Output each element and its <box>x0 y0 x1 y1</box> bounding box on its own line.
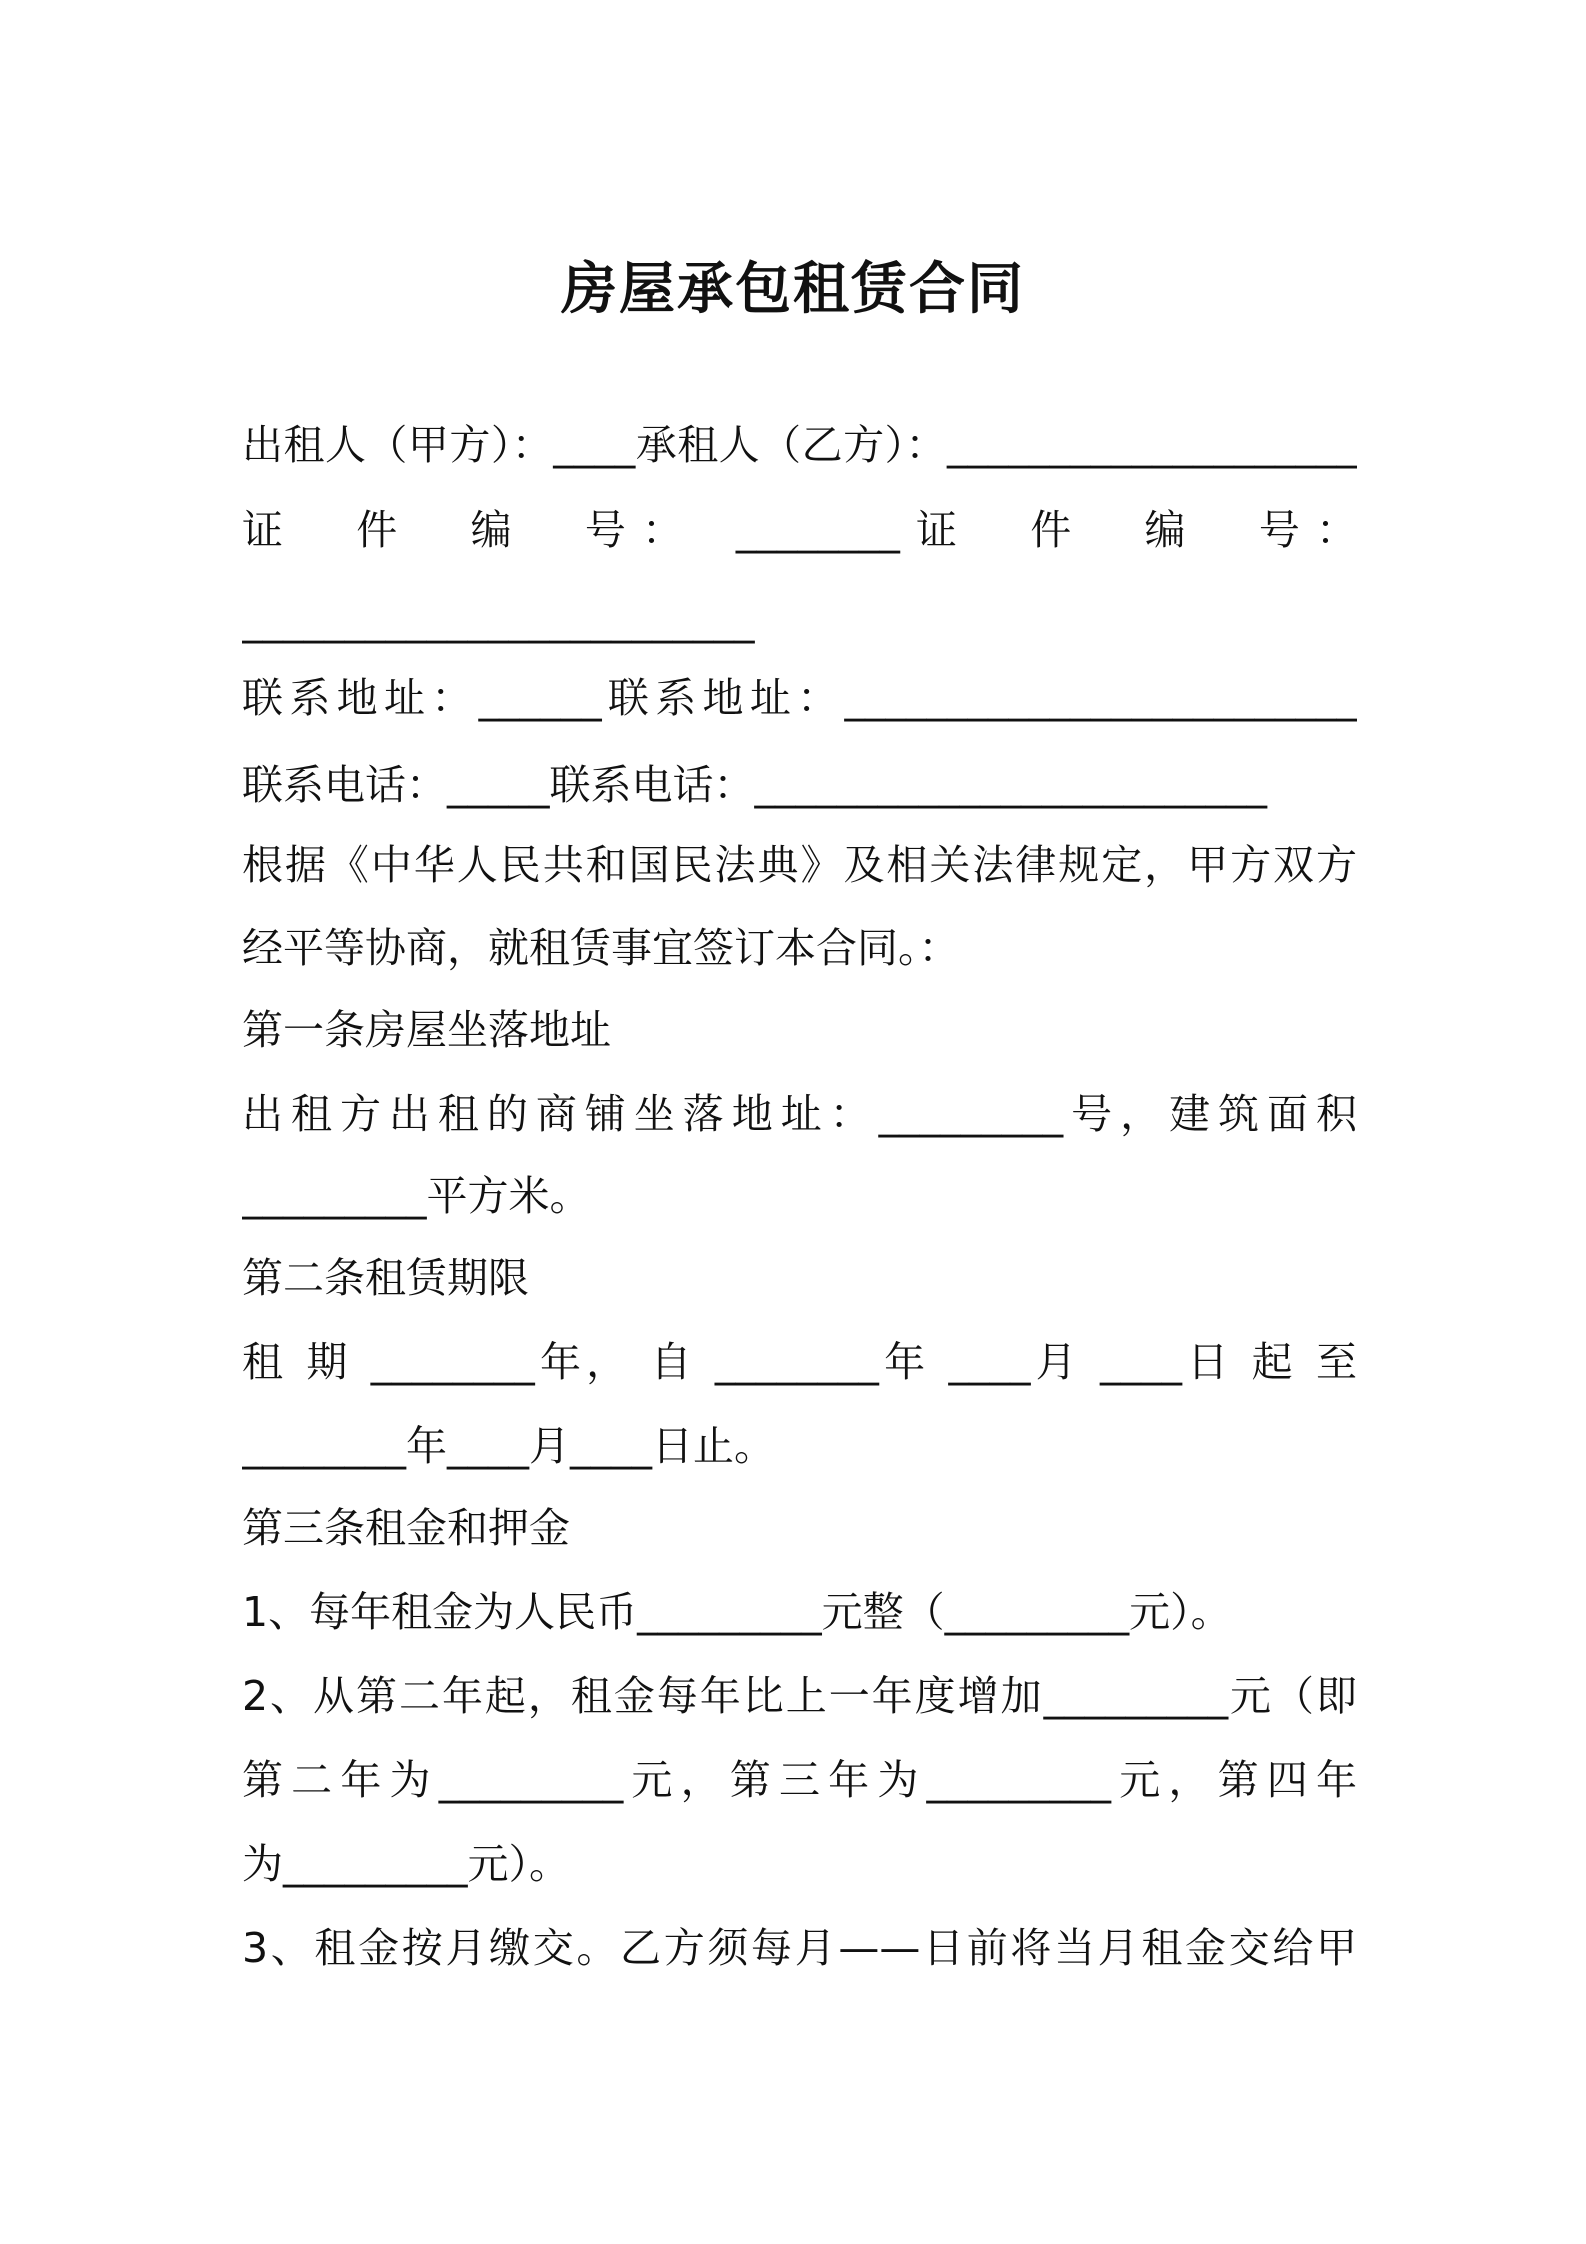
party-names-line: 出租人（甲方）：____承租人（乙方）：____________________ <box>242 421 1357 469</box>
article-2-text-1: 租 期 ________年， 自 ________年 ____月 ____日 起 至 <box>242 1338 1357 1386</box>
contact-phone-line: 联系电话：_____联系电话：_________________________ <box>242 761 1267 809</box>
article-1-text-2: _________平方米。 <box>242 1172 591 1220</box>
article-3-item-3: 3、租金按月缴交。乙方须每月——日前将当月租金交给甲 <box>242 1924 1357 1972</box>
article-2-text-2: ________年____月____日止。 <box>242 1422 775 1470</box>
preamble-line-2: 经平等协商，就租赁事宜签订本合同。： <box>242 924 960 972</box>
id-number-blank-line: _________________________ <box>242 596 755 644</box>
article-3-item-2-line-2: 第二年为_________元，第三年为_________元，第四年 <box>242 1756 1357 1804</box>
contact-address-line: 联系地址：______联系地址：_________________________ <box>242 674 1357 722</box>
article-3-item-2-line-3: 为_________元）。 <box>242 1840 570 1888</box>
article-1-text-1: 出租方出租的商铺坐落地址：_________号，建筑面积 <box>242 1090 1357 1138</box>
id-number-line: 证 件 编 号： ________证 件 编 号： <box>242 506 1357 554</box>
article-3-heading: 第三条租金和押金 <box>242 1504 570 1552</box>
article-1-heading: 第一条房屋坐落地址 <box>242 1006 611 1054</box>
document-title: 房屋承包租赁合同 <box>561 257 1025 322</box>
article-3-item-2-line-1: 2、从第二年起，租金每年比上一年度增加_________元（即 <box>242 1672 1357 1720</box>
article-2-heading: 第二条租赁期限 <box>242 1254 529 1302</box>
article-3-item-1: 1、每年租金为人民币_________元整（_________元）。 <box>242 1588 1232 1636</box>
preamble-line-1: 根据《中华人民共和国民法典》及相关法律规定，甲方双方 <box>242 841 1357 889</box>
